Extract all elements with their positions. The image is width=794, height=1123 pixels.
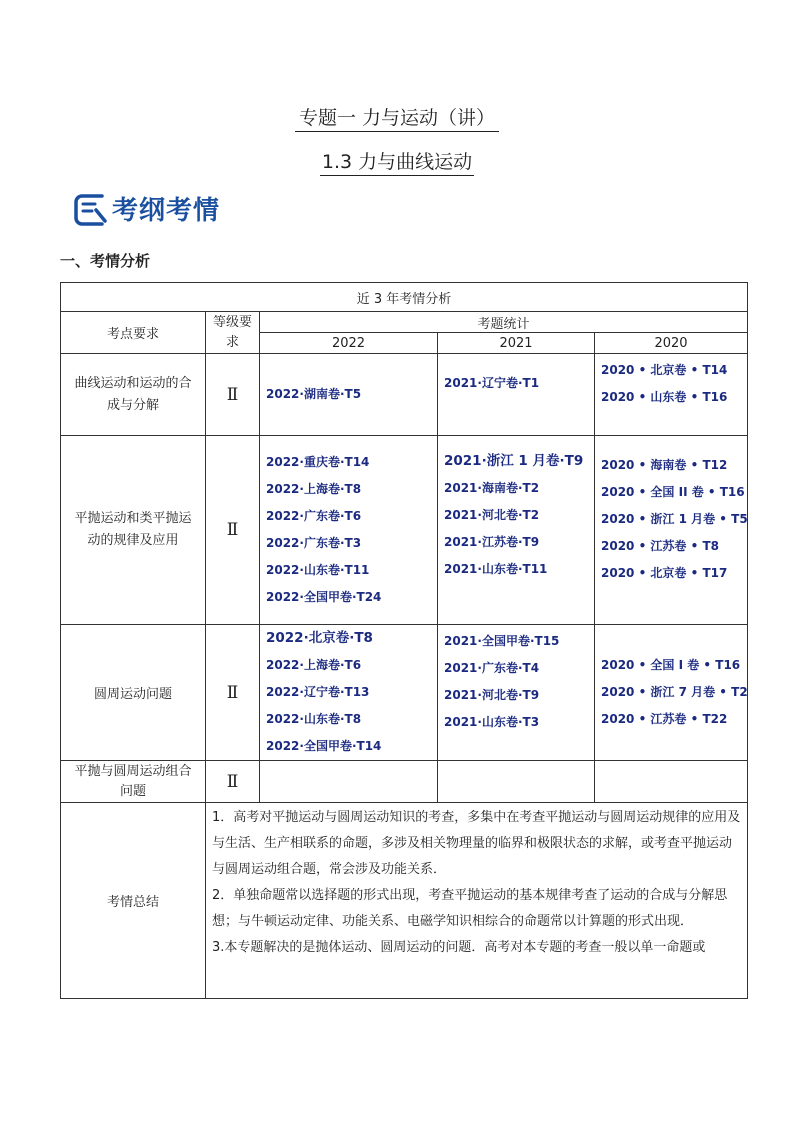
point-cell: 曲线运动和运动的合成与分解 (61, 354, 206, 436)
ref-item: 2022·重庆卷·T14 (266, 455, 370, 469)
header-stats: 考题统计 (260, 312, 748, 333)
ref-item: 2020 • 北京卷 • T17 (601, 566, 728, 580)
refs-2021 (438, 354, 595, 436)
refs-2020 (595, 436, 748, 625)
refs-2021 (438, 625, 595, 761)
header-point: 考点要求 (61, 312, 206, 354)
ref-item: 2022·上海卷·T8 (266, 482, 362, 496)
empty-cell (438, 761, 595, 803)
header-year: 2020 (595, 333, 748, 354)
refs-2022 (260, 436, 438, 625)
ref-item: 2021·广东卷·T4 (444, 661, 540, 675)
ref-item: 2021·浙江 1 月卷·T9 (444, 453, 584, 469)
point-cell: 平抛与圆周运动组合问题 (61, 761, 206, 803)
point-cell: 圆周运动问题 (61, 625, 206, 761)
empty-cell (260, 761, 438, 803)
ref-item: 2020 • 江苏卷 • T8 (601, 539, 719, 553)
ref-item: 2022·上海卷·T6 (266, 658, 362, 672)
ref-item: 2020 • 山东卷 • T16 (601, 390, 728, 404)
ref-item: 2021·山东卷·T11 (444, 562, 548, 576)
summary-cell (206, 803, 748, 999)
level-cell: Ⅱ (206, 354, 260, 436)
ref-item: 2020 • 全国 I 卷 • T16 (601, 658, 741, 672)
ref-item: 2020 • 江苏卷 • T22 (601, 712, 728, 726)
refs-2021 (438, 436, 595, 625)
ref-item: 2022·广东卷·T6 (266, 509, 362, 523)
summary-label: 考情总结 (61, 803, 206, 999)
summary-row (61, 803, 748, 999)
refs-2020 (595, 625, 748, 761)
table-header-row (61, 312, 748, 333)
summary-paragraph: 2．单独命题常以选择题的形式出现，考查平抛运动的基本规律考查了运动的合成与分解思想；与牛顿运动定律、功能关系、电磁学知识相综合的命题常以计算题的形式出现． (212, 888, 728, 929)
point-cell: 平抛运动和类平抛运动的规律及应用 (61, 436, 206, 625)
summary-paragraph: 1．高考对平抛运动与圆周运动知识的考查，多集中在考查平抛运动与圆周运动规律的应用及与生活、生产相联系的命题，多涉及相关物理量的临界和极限状态的求解，或考查平抛运动与圆周运动组合题，常会涉及功能关系． (212, 810, 741, 877)
ref-item: 2022·广东卷·T3 (266, 536, 362, 550)
ref-item: 2022·山东卷·T8 (266, 712, 362, 726)
refs-2020 (595, 354, 748, 436)
page-title: 专题一 力与运动（讲） (0, 103, 794, 130)
summary-paragraph: 3.本专题解决的是抛体运动、圆周运动的问题．高考对本专题的考查一般以单一命题或 (212, 940, 706, 955)
refs-2022 (260, 625, 438, 761)
empty-cell (595, 761, 748, 803)
ref-item: 2021·山东卷·T3 (444, 715, 540, 729)
document-icon (72, 190, 108, 226)
page-subtitle: 1.3 力与曲线运动 (0, 147, 794, 174)
exam-analysis-table (60, 282, 748, 999)
level-cell: Ⅱ (206, 625, 260, 761)
ref-item: 2020 • 海南卷 • T12 (601, 458, 728, 472)
ref-item: 2021·河北卷·T9 (444, 688, 540, 702)
table-row (61, 354, 748, 436)
header-year: 2022 (260, 333, 438, 354)
header-year: 2021 (438, 333, 595, 354)
ref-item: 2022·辽宁卷·T13 (266, 685, 370, 699)
table-caption-row (61, 283, 748, 312)
table-row (61, 625, 748, 761)
ref-item: 2021·河北卷·T2 (444, 508, 540, 522)
table-caption: 近 3 年考情分析 (61, 283, 748, 312)
ref-item: 2022·山东卷·T11 (266, 563, 370, 577)
ref-item: 2022·全国甲卷·T14 (266, 739, 382, 753)
ref-item: 2020 • 北京卷 • T14 (601, 363, 728, 377)
ref-item: 2021·全国甲卷·T15 (444, 634, 560, 648)
section-banner (72, 188, 220, 228)
ref-item: 2022·全国甲卷·T24 (266, 590, 382, 604)
ref-item: 2021·辽宁卷·T1 (444, 376, 540, 390)
level-cell: Ⅱ (206, 436, 260, 625)
ref-item: 2022·湖南卷·T5 (266, 387, 362, 401)
ref-item: 2022·北京卷·T8 (266, 630, 373, 646)
level-cell: Ⅱ (206, 761, 260, 803)
banner-label: 考纲考情 (112, 195, 221, 226)
header-level: 等级要求 (206, 312, 260, 354)
ref-item: 2021·江苏卷·T9 (444, 535, 540, 549)
table-row (61, 436, 748, 625)
refs-2022 (260, 354, 438, 436)
ref-item: 2020 • 浙江 1 月卷 • T5 (601, 512, 748, 526)
table-row (61, 761, 748, 803)
section-heading: 一、考情分析 (60, 252, 151, 270)
ref-item: 2021·海南卷·T2 (444, 481, 540, 495)
ref-item: 2020 • 浙江 7 月卷 • T2 (601, 685, 748, 699)
ref-item: 2020 • 全国 II 卷 • T16 (601, 485, 745, 499)
